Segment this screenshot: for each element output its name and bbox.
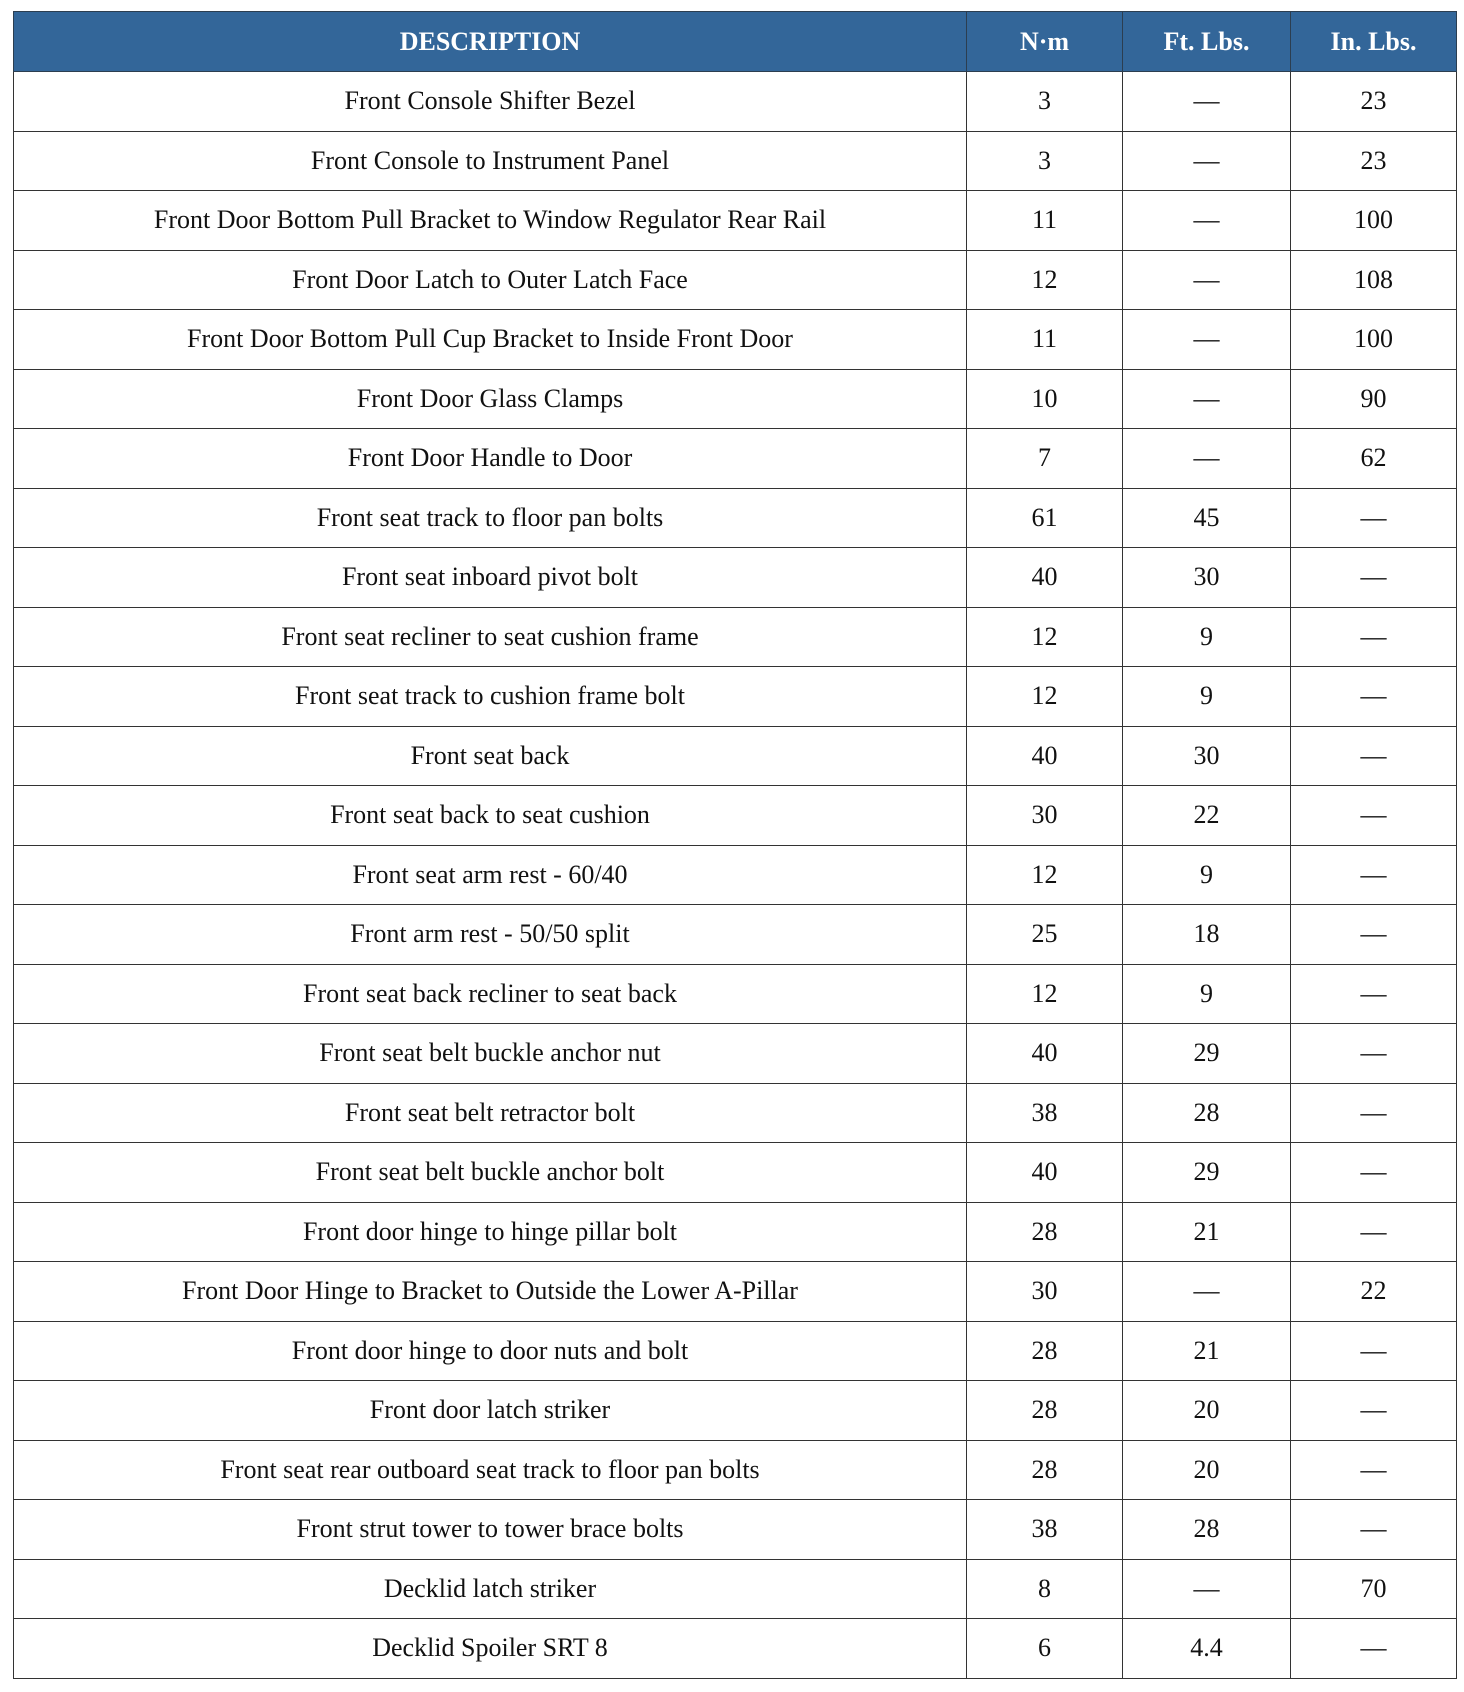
cell-nm: 11 <box>967 191 1123 251</box>
cell-ft-lbs: 29 <box>1123 1143 1291 1203</box>
cell-in-lbs: — <box>1291 1024 1457 1084</box>
cell-nm: 40 <box>967 548 1123 608</box>
cell-in-lbs: — <box>1291 1143 1457 1203</box>
cell-description: Front Console to Instrument Panel <box>14 131 967 191</box>
cell-ft-lbs: 9 <box>1123 964 1291 1024</box>
cell-nm: 12 <box>967 845 1123 905</box>
cell-nm: 38 <box>967 1500 1123 1560</box>
cell-nm: 28 <box>967 1321 1123 1381</box>
cell-ft-lbs: — <box>1123 191 1291 251</box>
table-row <box>14 667 1457 727</box>
table-row <box>14 1143 1457 1203</box>
table-row <box>14 369 1457 429</box>
cell-nm: 12 <box>967 667 1123 727</box>
cell-ft-lbs: — <box>1123 72 1291 132</box>
table-row <box>14 964 1457 1024</box>
cell-description: Front Door Latch to Outer Latch Face <box>14 250 967 310</box>
cell-ft-lbs: 28 <box>1123 1500 1291 1560</box>
cell-nm: 6 <box>967 1619 1123 1679</box>
table-row <box>14 1321 1457 1381</box>
cell-ft-lbs: — <box>1123 1262 1291 1322</box>
cell-ft-lbs: 29 <box>1123 1024 1291 1084</box>
cell-nm: 25 <box>967 905 1123 965</box>
cell-description: Front seat belt buckle anchor nut <box>14 1024 967 1084</box>
cell-in-lbs: — <box>1291 1083 1457 1143</box>
cell-description: Front Console Shifter Bezel <box>14 72 967 132</box>
cell-in-lbs: 108 <box>1291 250 1457 310</box>
cell-in-lbs: 70 <box>1291 1559 1457 1619</box>
cell-description: Front seat belt retractor bolt <box>14 1083 967 1143</box>
cell-nm: 28 <box>967 1381 1123 1441</box>
table-row <box>14 250 1457 310</box>
cell-in-lbs: — <box>1291 667 1457 727</box>
header-in-lbs: In. Lbs. <box>1291 12 1457 72</box>
cell-description: Front seat belt buckle anchor bolt <box>14 1143 967 1203</box>
table-row <box>14 1083 1457 1143</box>
cell-description: Front door hinge to hinge pillar bolt <box>14 1202 967 1262</box>
cell-in-lbs: — <box>1291 1440 1457 1500</box>
table-row <box>14 726 1457 786</box>
table-row <box>14 786 1457 846</box>
cell-description: Front seat back to seat cushion <box>14 786 967 846</box>
cell-description: Front seat back recliner to seat back <box>14 964 967 1024</box>
cell-in-lbs: — <box>1291 726 1457 786</box>
table-row <box>14 1500 1457 1560</box>
cell-in-lbs: 100 <box>1291 310 1457 370</box>
cell-ft-lbs: 4.4 <box>1123 1619 1291 1679</box>
cell-nm: 30 <box>967 1262 1123 1322</box>
cell-nm: 30 <box>967 786 1123 846</box>
cell-description: Front seat track to cushion frame bolt <box>14 667 967 727</box>
table-row <box>14 845 1457 905</box>
cell-nm: 10 <box>967 369 1123 429</box>
table-row <box>14 191 1457 251</box>
cell-description: Front strut tower to tower brace bolts <box>14 1500 967 1560</box>
table-row <box>14 310 1457 370</box>
cell-ft-lbs: 28 <box>1123 1083 1291 1143</box>
cell-description: Front arm rest - 50/50 split <box>14 905 967 965</box>
table-row <box>14 1440 1457 1500</box>
cell-nm: 12 <box>967 250 1123 310</box>
cell-ft-lbs: 18 <box>1123 905 1291 965</box>
cell-nm: 3 <box>967 131 1123 191</box>
cell-description: Decklid latch striker <box>14 1559 967 1619</box>
cell-nm: 3 <box>967 72 1123 132</box>
cell-in-lbs: — <box>1291 1321 1457 1381</box>
cell-nm: 12 <box>967 964 1123 1024</box>
table-row <box>14 488 1457 548</box>
cell-ft-lbs: — <box>1123 1559 1291 1619</box>
cell-description: Front seat inboard pivot bolt <box>14 548 967 608</box>
table-row <box>14 1202 1457 1262</box>
cell-ft-lbs: 30 <box>1123 548 1291 608</box>
cell-description: Front Door Bottom Pull Cup Bracket to Inside Front Door <box>14 310 967 370</box>
cell-description: Front Door Bottom Pull Bracket to Window Regulator Rear Rail <box>14 191 967 251</box>
cell-nm: 61 <box>967 488 1123 548</box>
cell-ft-lbs: 9 <box>1123 845 1291 905</box>
header-ft-lbs: Ft. Lbs. <box>1123 12 1291 72</box>
cell-in-lbs: 90 <box>1291 369 1457 429</box>
table-row <box>14 1619 1457 1679</box>
cell-description: Front seat back <box>14 726 967 786</box>
cell-ft-lbs: 9 <box>1123 667 1291 727</box>
cell-ft-lbs: 22 <box>1123 786 1291 846</box>
cell-ft-lbs: — <box>1123 369 1291 429</box>
cell-in-lbs: — <box>1291 607 1457 667</box>
cell-in-lbs: 23 <box>1291 72 1457 132</box>
cell-ft-lbs: 20 <box>1123 1381 1291 1441</box>
table-row <box>14 548 1457 608</box>
cell-ft-lbs: 20 <box>1123 1440 1291 1500</box>
cell-nm: 7 <box>967 429 1123 489</box>
torque-spec-table <box>13 11 1457 1679</box>
table-row <box>14 905 1457 965</box>
cell-in-lbs: 100 <box>1291 191 1457 251</box>
cell-nm: 28 <box>967 1202 1123 1262</box>
cell-description: Front seat track to floor pan bolts <box>14 488 967 548</box>
cell-nm: 38 <box>967 1083 1123 1143</box>
cell-nm: 40 <box>967 1143 1123 1203</box>
cell-description: Front seat arm rest - 60/40 <box>14 845 967 905</box>
header-nm: N·m <box>967 12 1123 72</box>
cell-in-lbs: — <box>1291 488 1457 548</box>
table-header <box>14 12 1457 72</box>
cell-description: Front seat recliner to seat cushion frame <box>14 607 967 667</box>
table-row <box>14 1381 1457 1441</box>
table-row <box>14 607 1457 667</box>
cell-in-lbs: 22 <box>1291 1262 1457 1322</box>
cell-ft-lbs: 45 <box>1123 488 1291 548</box>
cell-in-lbs: — <box>1291 845 1457 905</box>
cell-description: Front seat rear outboard seat track to floor pan bolts <box>14 1440 967 1500</box>
cell-nm: 28 <box>967 1440 1123 1500</box>
cell-in-lbs: 62 <box>1291 429 1457 489</box>
cell-ft-lbs: — <box>1123 429 1291 489</box>
cell-in-lbs: — <box>1291 964 1457 1024</box>
cell-in-lbs: — <box>1291 1381 1457 1441</box>
cell-description: Decklid Spoiler SRT 8 <box>14 1619 967 1679</box>
cell-ft-lbs: 21 <box>1123 1321 1291 1381</box>
cell-description: Front door latch striker <box>14 1381 967 1441</box>
cell-in-lbs: — <box>1291 1619 1457 1679</box>
table-row <box>14 1559 1457 1619</box>
cell-description: Front Door Handle to Door <box>14 429 967 489</box>
cell-ft-lbs: — <box>1123 250 1291 310</box>
table-row <box>14 1262 1457 1322</box>
cell-nm: 11 <box>967 310 1123 370</box>
cell-in-lbs: — <box>1291 786 1457 846</box>
cell-in-lbs: — <box>1291 548 1457 608</box>
cell-nm: 8 <box>967 1559 1123 1619</box>
table-row <box>14 1024 1457 1084</box>
table-row <box>14 72 1457 132</box>
cell-in-lbs: — <box>1291 1202 1457 1262</box>
header-description: DESCRIPTION <box>14 12 967 72</box>
cell-description: Front door hinge to door nuts and bolt <box>14 1321 967 1381</box>
cell-nm: 40 <box>967 1024 1123 1084</box>
table-row <box>14 131 1457 191</box>
cell-ft-lbs: 9 <box>1123 607 1291 667</box>
cell-ft-lbs: 30 <box>1123 726 1291 786</box>
cell-nm: 40 <box>967 726 1123 786</box>
cell-ft-lbs: — <box>1123 310 1291 370</box>
cell-ft-lbs: — <box>1123 131 1291 191</box>
cell-nm: 12 <box>967 607 1123 667</box>
header-row <box>14 12 1457 72</box>
cell-in-lbs: — <box>1291 1500 1457 1560</box>
table-row <box>14 429 1457 489</box>
cell-ft-lbs: 21 <box>1123 1202 1291 1262</box>
cell-in-lbs: 23 <box>1291 131 1457 191</box>
cell-in-lbs: — <box>1291 905 1457 965</box>
cell-description: Front Door Glass Clamps <box>14 369 967 429</box>
table-body <box>14 72 1457 1679</box>
cell-description: Front Door Hinge to Bracket to Outside the Lower A-Pillar <box>14 1262 967 1322</box>
